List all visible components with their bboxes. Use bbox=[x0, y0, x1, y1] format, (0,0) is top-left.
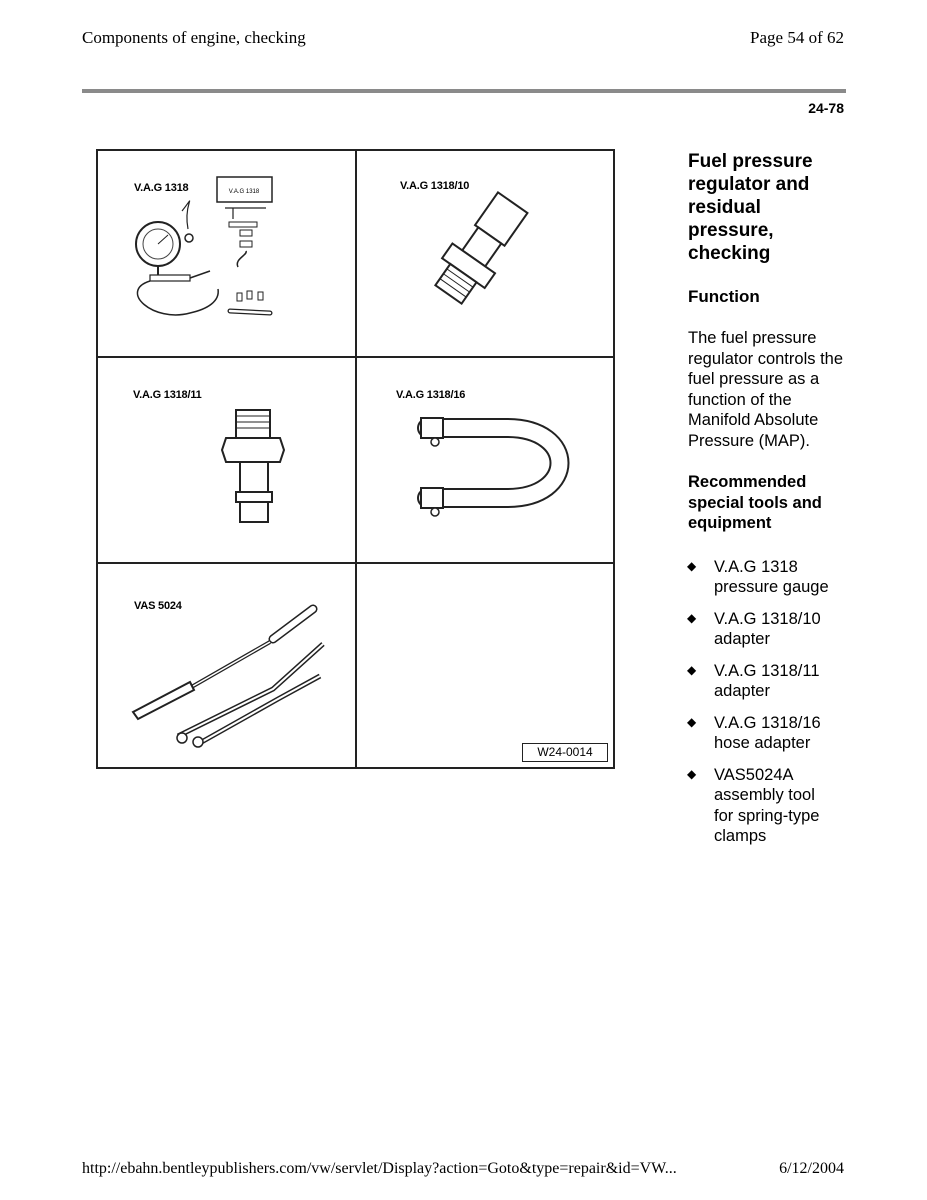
list-item bbox=[682, 609, 848, 650]
tools-figure bbox=[96, 149, 615, 769]
diamond-bullet-icon: ◆ bbox=[687, 662, 697, 677]
clamp-tool-illustration bbox=[98, 564, 355, 767]
function-heading: Function bbox=[688, 287, 760, 306]
tools-heading: Recommended special tools and equipment bbox=[688, 473, 822, 532]
list-item-text: V.A.G 1318 pressure gauge bbox=[714, 557, 829, 596]
section-title: Fuel pressure regulator and residual pressure, checking bbox=[688, 151, 813, 264]
tools-list bbox=[682, 557, 848, 847]
footer-date: 6/12/2004 bbox=[779, 1160, 844, 1177]
adapter-11-illustration bbox=[98, 358, 355, 562]
list-item-text: V.A.G 1318/16 hose adapter bbox=[714, 713, 821, 752]
list-item-text: V.A.G 1318/11 adapter bbox=[714, 661, 820, 700]
list-item-text: VAS5024A assembly tool for spring-type clamps bbox=[714, 765, 820, 845]
list-item bbox=[682, 713, 848, 754]
list-item bbox=[682, 765, 848, 847]
diamond-bullet-icon: ◆ bbox=[687, 610, 697, 625]
tool-label-vas5024: VAS 5024 bbox=[134, 600, 182, 612]
pressure-gauge-illustration bbox=[98, 151, 355, 356]
document-title: Components of engine, checking bbox=[82, 28, 306, 47]
tool-label-vag1318: V.A.G 1318 bbox=[134, 182, 189, 194]
adapter-10-illustration bbox=[357, 151, 613, 356]
header-rule bbox=[82, 89, 846, 93]
diamond-bullet-icon: ◆ bbox=[687, 766, 697, 781]
diamond-bullet-icon: ◆ bbox=[687, 558, 697, 573]
tool-label-vag1318-10: V.A.G 1318/10 bbox=[400, 180, 470, 192]
hose-adapter-illustration bbox=[357, 358, 613, 562]
section-code: 24-78 bbox=[808, 100, 844, 116]
tool-label-vag1318-16: V.A.G 1318/16 bbox=[396, 389, 466, 401]
list-item-text: V.A.G 1318/10 adapter bbox=[714, 609, 821, 648]
list-item bbox=[682, 661, 848, 702]
page-number: Page 54 of 62 bbox=[750, 28, 844, 47]
function-text: The fuel pressure regulator controls the fuel pressure as a function of the Manifold Absolute Pressure (MAP). bbox=[688, 329, 844, 450]
side-column bbox=[688, 150, 848, 858]
tool-label-vag1318-11: V.A.G 1318/11 bbox=[133, 389, 202, 401]
diamond-bullet-icon: ◆ bbox=[687, 714, 697, 729]
case-label: V.A.G 1318 bbox=[228, 189, 260, 195]
figure-code: W24-0014 bbox=[522, 743, 608, 762]
list-item bbox=[682, 557, 848, 598]
footer-url[interactable]: http://ebahn.bentleypublishers.com/vw/servlet/Display?action=Goto&type=repair&id=VW... bbox=[82, 1160, 677, 1177]
